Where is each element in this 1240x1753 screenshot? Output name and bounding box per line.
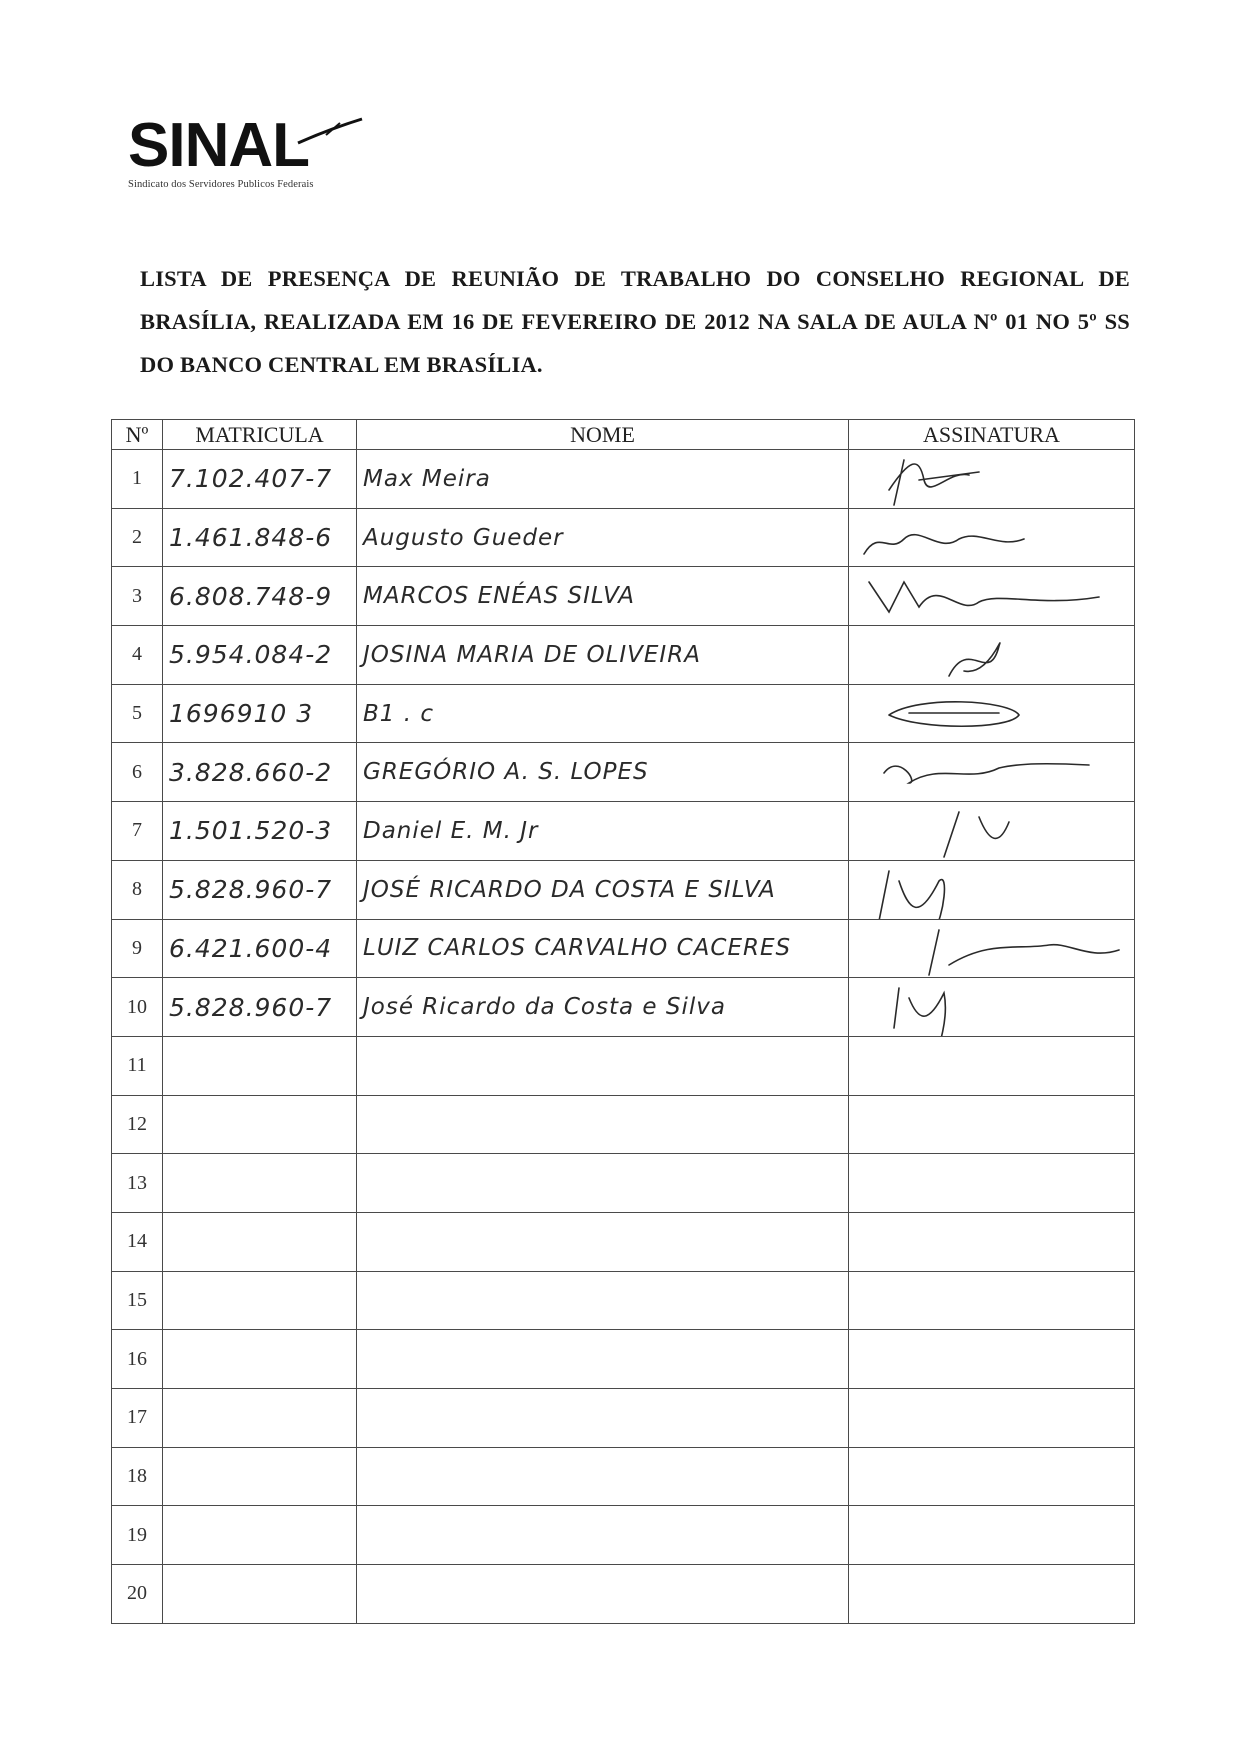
row-number: 16: [112, 1330, 163, 1389]
table-row: [112, 626, 1135, 685]
sinal-logo: [128, 111, 388, 205]
nome-cell: B1 . c: [357, 684, 849, 743]
row-number: 7: [112, 802, 163, 861]
logo-wordmark: SINAL: [128, 111, 309, 180]
matricula-cell: 1.461.848-6: [163, 508, 357, 567]
table-row: [112, 1095, 1135, 1154]
nome-cell: Daniel E. M. Jr: [357, 802, 849, 861]
matricula-cell: [163, 1389, 357, 1448]
logo-tagline: Sindicato dos Servidores Publicos Federais: [128, 179, 314, 190]
nome-cell: GREGÓRIO A. S. LOPES: [357, 743, 849, 802]
row-number: 13: [112, 1154, 163, 1213]
matricula-cell: 1696910 3: [163, 684, 357, 743]
matricula-cell: 5.828.960-7: [163, 860, 357, 919]
signature-cell: [849, 1565, 1135, 1624]
row-number: 4: [112, 626, 163, 685]
table-row: [112, 450, 1135, 509]
nome-cell: Augusto Gueder: [357, 508, 849, 567]
handwritten-signature: [849, 450, 1135, 508]
attendance-table: [111, 419, 1135, 1624]
nome-cell: [357, 1565, 849, 1624]
handwritten-signature: [849, 920, 1135, 978]
handwritten-signature: [849, 685, 1135, 743]
table-row: [112, 743, 1135, 802]
signature-cell: [849, 860, 1135, 919]
nome-cell: [357, 1212, 849, 1271]
signature-cell: [849, 450, 1135, 509]
table-row: [112, 1506, 1135, 1565]
handwritten-signature: [849, 743, 1135, 801]
signature-cell: [849, 1036, 1135, 1095]
table-row: [112, 508, 1135, 567]
nome-cell: [357, 1154, 849, 1213]
signature-cell: [849, 919, 1135, 978]
nome-cell: José Ricardo da Costa e Silva: [357, 978, 849, 1037]
signature-cell: [849, 684, 1135, 743]
matricula-cell: 6.421.600-4: [163, 919, 357, 978]
signature-cell: [849, 567, 1135, 626]
table-row: [112, 978, 1135, 1037]
row-number: 3: [112, 567, 163, 626]
matricula-cell: 5.954.084-2: [163, 626, 357, 685]
signature-cell: [849, 1389, 1135, 1448]
signature-cell: [849, 1506, 1135, 1565]
table-row: [112, 860, 1135, 919]
signature-cell: [849, 626, 1135, 685]
row-number: 1: [112, 450, 163, 509]
row-number: 18: [112, 1447, 163, 1506]
row-number: 6: [112, 743, 163, 802]
row-number: 2: [112, 508, 163, 567]
matricula-cell: 3.828.660-2: [163, 743, 357, 802]
row-number: 15: [112, 1271, 163, 1330]
table-row: [112, 1036, 1135, 1095]
table-row: [112, 802, 1135, 861]
table-row: [112, 1389, 1135, 1448]
matricula-cell: 1.501.520-3: [163, 802, 357, 861]
handwritten-signature: [849, 861, 1135, 919]
matricula-cell: [163, 1212, 357, 1271]
matricula-cell: [163, 1506, 357, 1565]
table-row: [112, 567, 1135, 626]
nome-cell: Max Meira: [357, 450, 849, 509]
nome-cell: MARCOS ENÉAS SILVA: [357, 567, 849, 626]
signature-cell: [849, 1330, 1135, 1389]
row-number: 8: [112, 860, 163, 919]
handwritten-signature: [849, 567, 1135, 625]
signature-cell: [849, 1212, 1135, 1271]
row-number: 5: [112, 684, 163, 743]
matricula-cell: [163, 1095, 357, 1154]
signature-cell: [849, 743, 1135, 802]
nome-cell: [357, 1506, 849, 1565]
handwritten-signature: [849, 802, 1135, 860]
nome-cell: [357, 1095, 849, 1154]
nome-cell: [357, 1330, 849, 1389]
header-matricula: MATRICULA: [163, 420, 357, 450]
matricula-cell: [163, 1036, 357, 1095]
matricula-cell: [163, 1271, 357, 1330]
handwritten-signature: [849, 978, 1135, 1036]
signature-cell: [849, 802, 1135, 861]
matricula-cell: 5.828.960-7: [163, 978, 357, 1037]
matricula-cell: 7.102.407-7: [163, 450, 357, 509]
document-title: LISTA DE PRESENÇA DE REUNIÃO DE TRABALHO DO CONSELHO REGIONAL DE BRASÍLIA, REALIZADA EM 16 DE FEVEREIRO DE 2012 NA SALA DE AULA Nº 01 NO 5º SS DO BANCO CENTRAL EM BRASÍLIA.: [140, 266, 1130, 377]
matricula-cell: [163, 1330, 357, 1389]
nome-cell: JOSÉ RICARDO DA COSTA E SILVA: [357, 860, 849, 919]
row-number: 19: [112, 1506, 163, 1565]
nome-cell: LUIZ CARLOS CARVALHO CACERES: [357, 919, 849, 978]
row-number: 10: [112, 978, 163, 1037]
handwritten-signature: [849, 509, 1135, 567]
table-row: [112, 1447, 1135, 1506]
row-number: 9: [112, 919, 163, 978]
matricula-cell: [163, 1154, 357, 1213]
table-row: [112, 684, 1135, 743]
matricula-cell: [163, 1447, 357, 1506]
header-assinatura: ASSINATURA: [849, 420, 1135, 450]
table-row: [112, 919, 1135, 978]
table-row: [112, 1330, 1135, 1389]
row-number: 12: [112, 1095, 163, 1154]
matricula-cell: [163, 1565, 357, 1624]
table-row: [112, 1212, 1135, 1271]
row-number: 11: [112, 1036, 163, 1095]
table-row: [112, 1271, 1135, 1330]
matricula-cell: 6.808.748-9: [163, 567, 357, 626]
nome-cell: [357, 1389, 849, 1448]
signature-cell: [849, 978, 1135, 1037]
logo-swoosh-icon: [296, 117, 366, 147]
header-nome: NOME: [357, 420, 849, 450]
signature-cell: [849, 1095, 1135, 1154]
nome-cell: [357, 1271, 849, 1330]
row-number: 17: [112, 1389, 163, 1448]
signature-cell: [849, 1154, 1135, 1213]
row-number: 14: [112, 1212, 163, 1271]
nome-cell: [357, 1036, 849, 1095]
table-row: [112, 1154, 1135, 1213]
row-number: 20: [112, 1565, 163, 1624]
table-row: [112, 1565, 1135, 1624]
header-num: Nº: [112, 420, 163, 450]
signature-cell: [849, 1271, 1135, 1330]
nome-cell: [357, 1447, 849, 1506]
signature-cell: [849, 508, 1135, 567]
handwritten-signature: [849, 626, 1135, 684]
table-header-row: [112, 420, 1135, 450]
signature-cell: [849, 1447, 1135, 1506]
nome-cell: JOSINA MARIA DE OLIVEIRA: [357, 626, 849, 685]
